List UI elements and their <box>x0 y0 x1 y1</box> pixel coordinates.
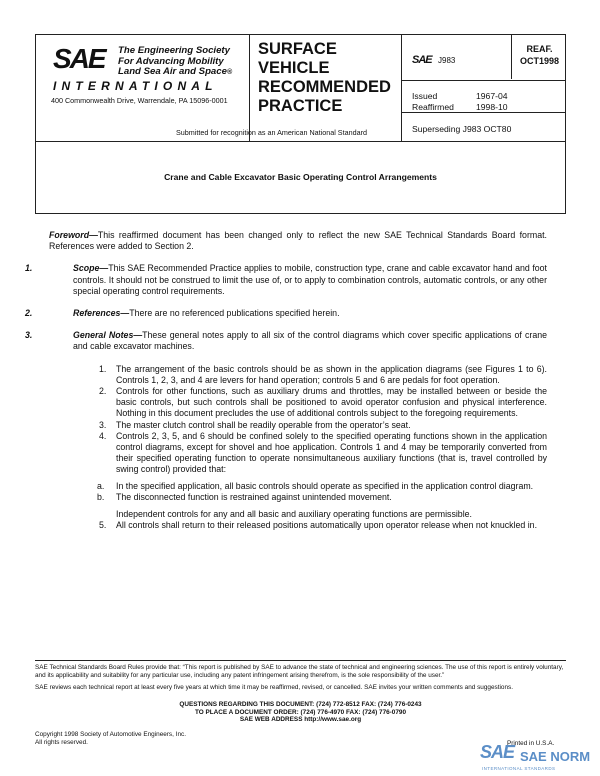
issue-dates: Issued 1967-04 Reaffirmed 1998-10 <box>412 91 508 112</box>
list-item: 4. Controls 2, 3, 5, and 6 should be confined solely to the specified operating functions shown in the application control diagrams, except for shovel and hoe application. Controls 1 and 4 may be temporarily converted from their specified operating function to operate nonsimultaneous auxiliary functions (that is, travel controlled by swing control) provided that: <box>99 430 547 475</box>
list-item: 5. All controls shall return to their released positions automatically upon operator release when not knuckled in. <box>99 520 538 531</box>
address: 400 Commonwealth Drive, Warrendale, PA 15096-0001 <box>51 96 228 105</box>
list-item: 3. The master clutch control shall be readily operable from the operator’s seat. <box>99 419 411 430</box>
independent-controls-note: Independent controls for any and all basic and auxiliary operating functions are permissible. <box>116 509 472 520</box>
list-item: b. The disconnected function is restrained against unintended movement. <box>97 491 392 502</box>
superseding-note: Superseding J983 OCT80 <box>412 124 512 134</box>
international-wordmark: INTERNATIONAL <box>53 79 218 93</box>
document-header <box>35 34 566 142</box>
section-references: 2. References—There are no referenced publications specified herein. <box>25 308 340 319</box>
list-item: a. In the specified application, all basic controls should operate as specified in the application control diagram. <box>97 480 534 491</box>
section-scope: 1. Scope—This SAE Recommended Practice applies to mobile, construction type, crane and cable excavator hand and foot controls. It should not be construed to limit the use of, or to apply to combination controls, automatic controls, or any other special operating control requirements. <box>25 263 547 296</box>
document-body <box>25 230 547 531</box>
copyright: Copyright 1998 Society of Automotive Engineers, Inc. All rights reserved. <box>35 731 186 746</box>
sae-logo: SAE <box>53 43 105 74</box>
header-divider <box>249 35 250 141</box>
list-item: 2. Controls for other functions, such as auxiliary drums and throttles, may be installed between or beside the basic controls, but such controls shall be positioned to avoid operator confusion and physical interference. Nothing in this document precludes the use of additional controls subject to the foregoing requirements. <box>99 386 547 419</box>
general-notes-list <box>49 364 547 476</box>
document-title: Crane and Cable Excavator Basic Operating Control Arrangements <box>164 172 437 182</box>
document-number: J983 <box>438 56 456 65</box>
contact-info: QUESTIONS REGARDING THIS DOCUMENT: (724) 772-8512 FAX: (724) 776-0243 TO PLACE A DOCUMENT ORDER: (724) 776-4970 FAX: (724) 776-0790 SAE WEB ADDRESS http://www.sae.org <box>179 701 422 724</box>
society-tagline: The Engineering Society For Advancing Mobility Land Sea Air and Space® <box>118 45 233 77</box>
title-box <box>35 141 566 214</box>
foreword: Foreword—This reaffirmed document has been changed only to reflect the new SAE Technical Standards Board format. References were added to Section 2. <box>49 230 547 252</box>
conditions-list <box>49 481 547 503</box>
sae-norm-stamp-logo: SAE <box>480 742 515 762</box>
header-divider <box>401 35 402 141</box>
sae-norm-stamp-subtitle: INTERNATIONAL STANDARDS <box>482 766 556 771</box>
sae-small-logo: SAE <box>412 54 432 66</box>
submitted-note: Submitted for recognition as an American National Standard <box>176 128 367 137</box>
footer <box>35 660 566 692</box>
list-item: 1. The arrangement of the basic controls should be as shown in the application diagrams (see Figures 1 to 6). Controls 1, 2, 3, and 4 are levers for hand operation; controls 5 and 6 are pedals for foot operation. <box>99 363 547 385</box>
header-divider <box>401 80 565 81</box>
review-note: SAE reviews each technical report at least every five years at which time it may be reaffirmed, revised, or cancelled. SAE invites your written comments and suggestions. <box>35 684 513 691</box>
standards-board-rules: SAE Technical Standards Board Rules provide that: “This report is published by SAE to advance the state of technical and engineering sciences. The use of this report is entirely voluntary, and its applicability and suitability for any particular use, including any patent infringement arising therefrom, is the sole responsibility of the user.” <box>35 664 564 679</box>
section-general-notes: 3. General Notes—These general notes apply to all six of the control diagrams which cover specific applications of crane and cable excavator machines. <box>25 330 547 352</box>
sae-norm-stamp: SAE NORM <box>520 749 591 764</box>
printed-note: Printed in U.S.A. <box>507 740 555 747</box>
reaffirmation-code: REAF. OCT1998 <box>519 44 560 66</box>
document-type: SURFACE VEHICLE RECOMMENDED PRACTICE <box>258 40 391 115</box>
